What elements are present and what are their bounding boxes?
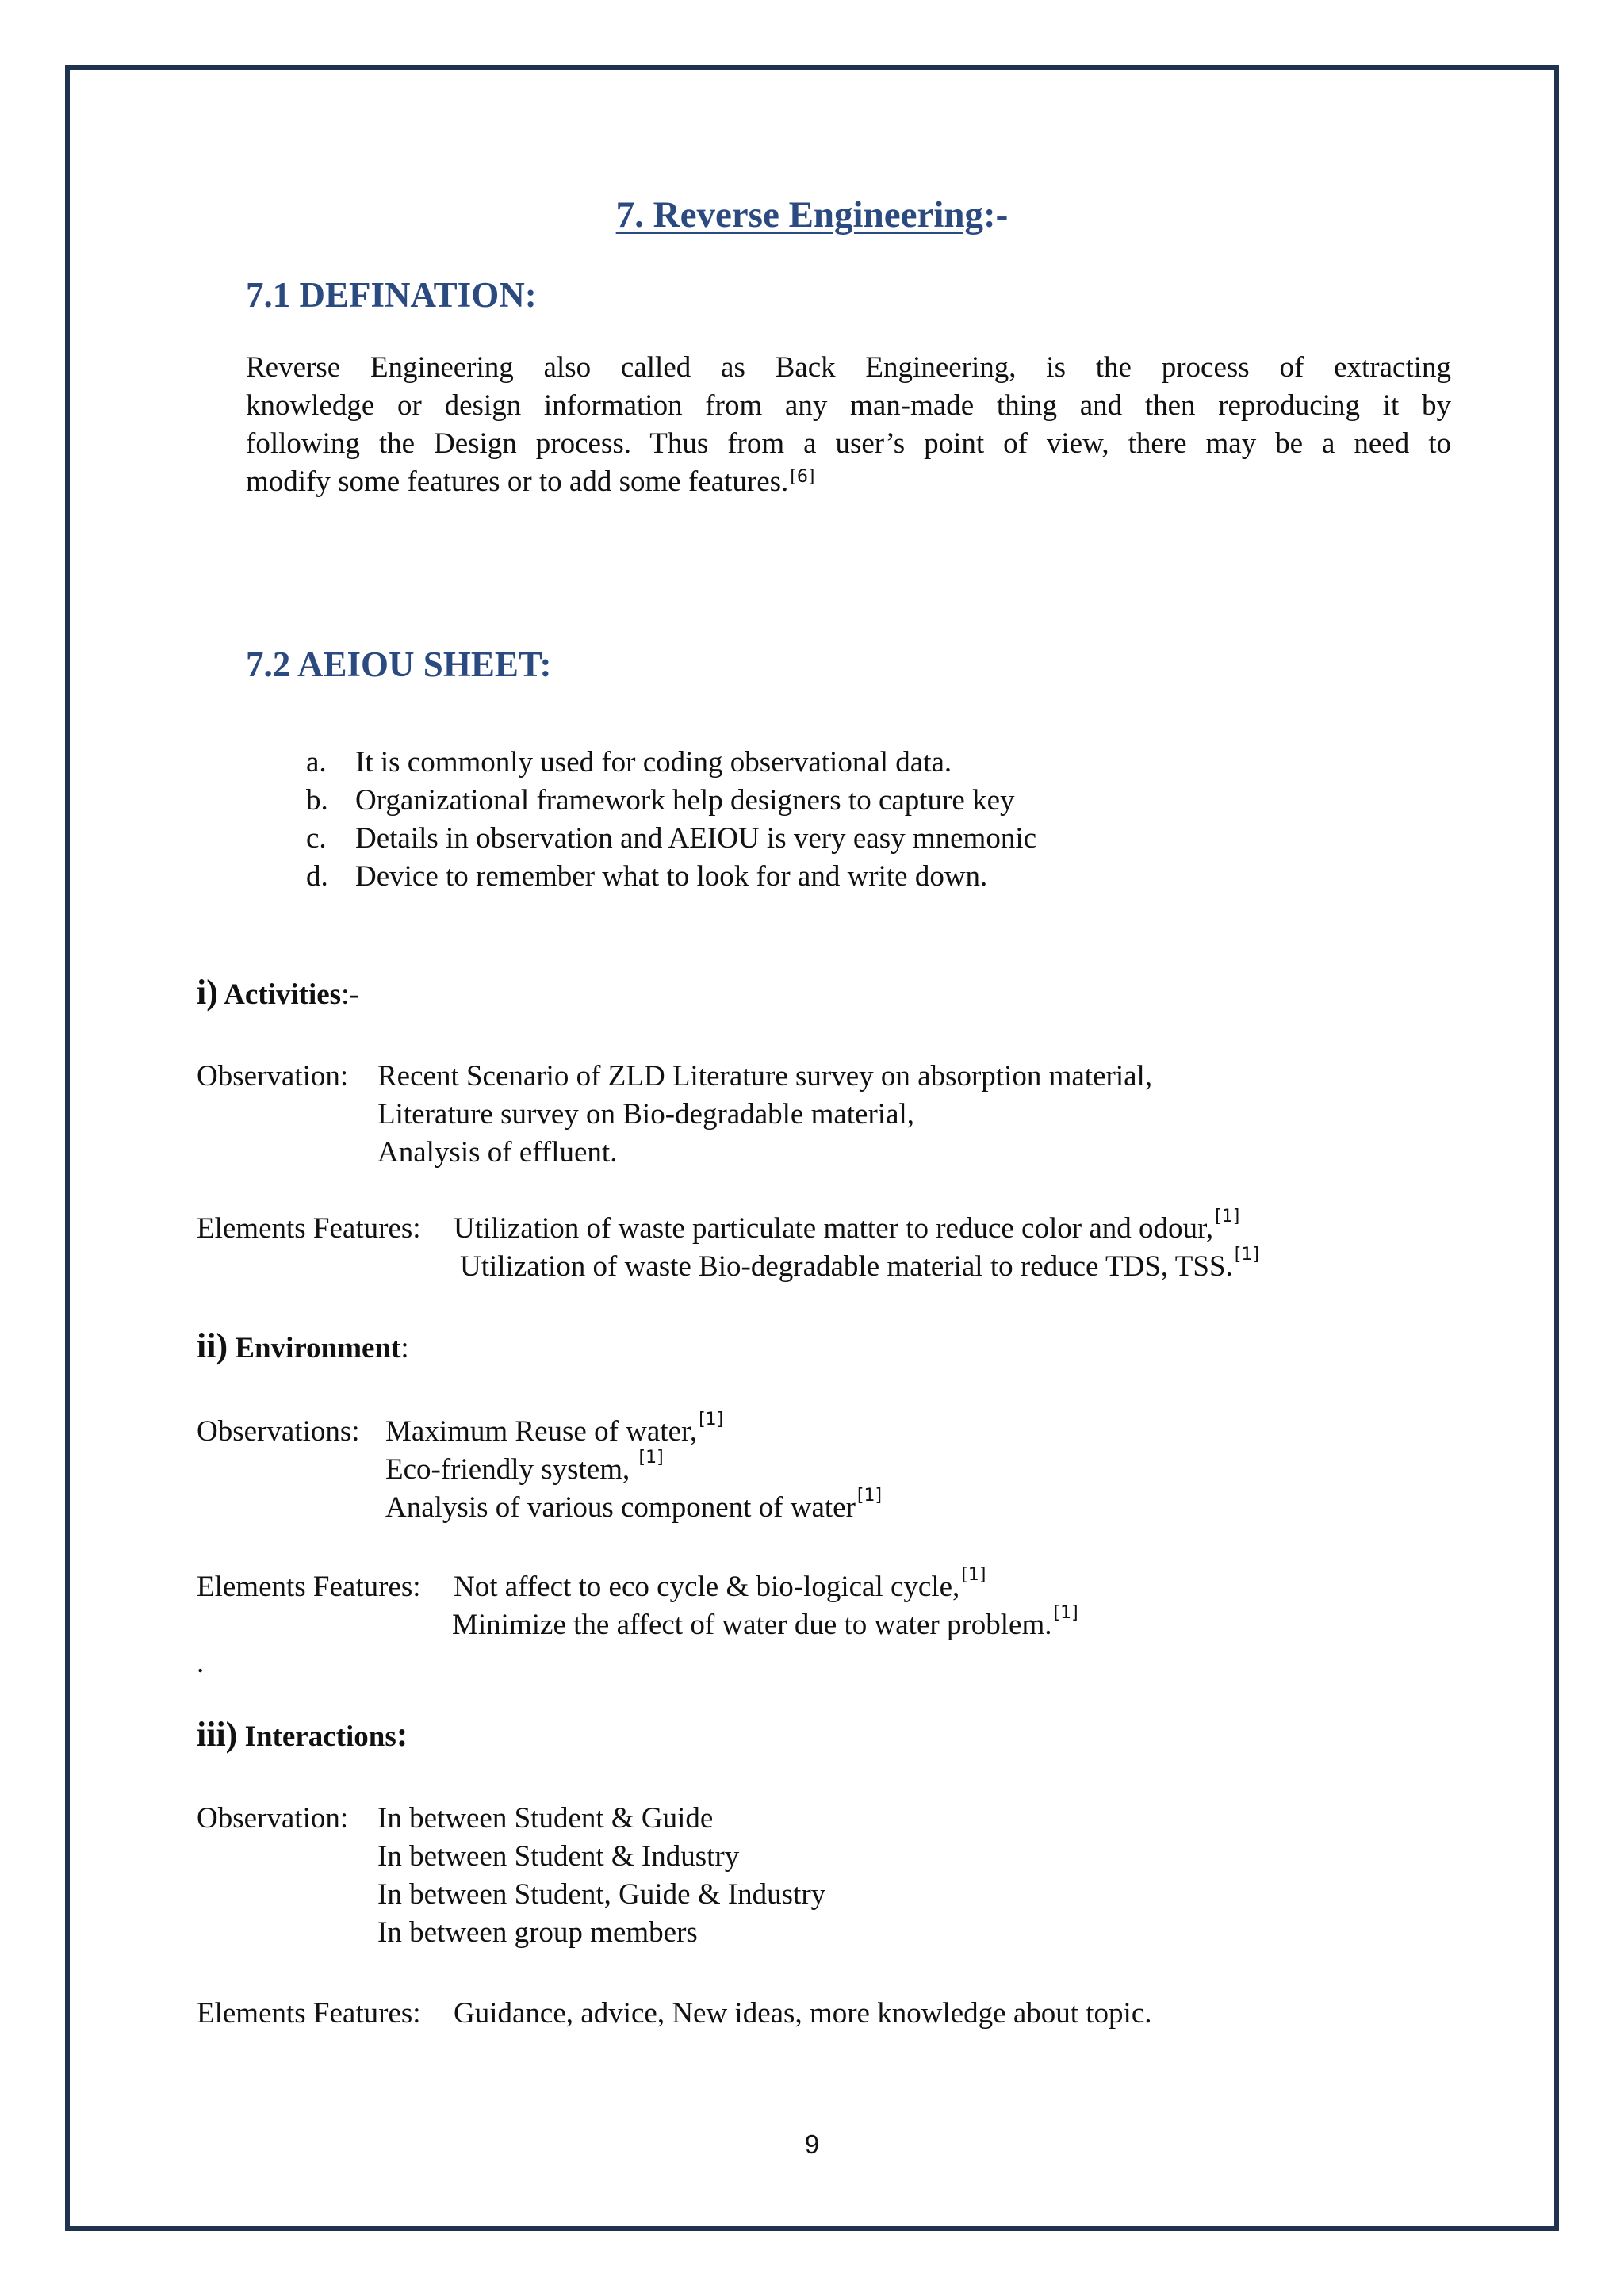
list-marker: b.: [306, 784, 328, 817]
definition-heading: 7.1 DEFINATION:: [246, 275, 537, 315]
definition-line: Reverse Engineering also called as Back Engineering, is the process of extracting: [246, 351, 1451, 384]
observation-text: Maximum Reuse of water,: [385, 1415, 698, 1448]
observation-line: Recent Scenario of ZLD Literature survey on absorption material,: [377, 1060, 1153, 1093]
elements-label: Elements Features:: [197, 1212, 421, 1245]
elements-line: [454, 1207, 1240, 1246]
list-item: [306, 745, 952, 779]
list-text: Device to remember what to look for and write down.: [355, 860, 988, 893]
citation-ref: [1]: [856, 1486, 883, 1506]
observation-text: Analysis of various component of water: [385, 1491, 856, 1524]
citation-ref: [1]: [699, 1410, 724, 1429]
elements-line: [454, 1565, 986, 1604]
title-suffix: :-: [983, 194, 1009, 235]
observation-line: [385, 1410, 724, 1448]
activities-heading: [197, 972, 359, 1012]
list-text: Details in observation and AEIOU is very easy mnemonic: [355, 822, 1037, 855]
observation-text: Eco-friendly system,: [385, 1453, 638, 1486]
section-title: Interactions: [244, 1720, 396, 1753]
aeiou-heading: 7.2 AEIOU SHEET:: [246, 645, 552, 684]
section-title: Activities: [224, 978, 342, 1011]
observation-label: Observations:: [197, 1415, 360, 1448]
observation-line: Literature survey on Bio-degradable material,: [377, 1098, 915, 1131]
roman-numeral: ii): [197, 1326, 228, 1365]
observation-line: In between Student, Guide & Industry: [377, 1878, 826, 1911]
list-marker: c.: [306, 822, 327, 855]
citation-ref: [1]: [1234, 1245, 1259, 1265]
list-text: Organizational framework help designers to capture key: [355, 784, 1015, 817]
elements-line: [452, 1603, 1078, 1642]
title-text: 7. Reverse Engineering: [615, 194, 984, 235]
section-suffix: :: [396, 1715, 408, 1754]
list-item: [306, 783, 1015, 817]
list-item: [306, 859, 987, 894]
page-number: 9: [804, 2130, 820, 2159]
definition-line: modify some features or to add some features.: [246, 465, 789, 498]
list-text: It is commonly used for coding observational data.: [355, 746, 952, 779]
definition-paragraph: [246, 349, 1451, 501]
roman-numeral: iii): [197, 1715, 238, 1754]
list-marker: a.: [306, 746, 327, 779]
elements-text: Minimize the affect of water due to water problem.: [452, 1609, 1052, 1641]
citation-ref: [6]: [790, 467, 815, 487]
interactions-heading: [197, 1714, 408, 1755]
observation-label: Observation:: [197, 1802, 349, 1835]
roman-numeral: i): [197, 973, 218, 1012]
elements-text: Not affect to eco cycle & bio-logical cycle,: [454, 1571, 960, 1603]
observation-line: Analysis of effluent.: [377, 1136, 618, 1169]
observation-line: In between group members: [377, 1916, 698, 1949]
observation-line: In between Student & Industry: [377, 1840, 740, 1873]
definition-line: knowledge or design information from any man-made thing and then reproducing it by: [246, 389, 1451, 422]
observation-line: [385, 1448, 664, 1487]
list-item: [306, 821, 1036, 855]
section-title: Environment: [235, 1332, 401, 1364]
page-title: [0, 193, 1624, 236]
citation-ref: [1]: [961, 1565, 986, 1585]
elements-label: Elements Features:: [197, 1571, 421, 1603]
elements-line: [460, 1245, 1259, 1284]
elements-text: Utilization of waste Bio-degradable material to reduce TDS, TSS.: [460, 1250, 1233, 1283]
definition-line: following the Design process. Thus from a user’s point of view, there may be a need to: [246, 427, 1451, 460]
elements-label: Elements Features:: [197, 1997, 421, 2030]
citation-ref: [1]: [1053, 1603, 1078, 1623]
citation-ref: [1]: [638, 1448, 664, 1468]
environment-heading: [197, 1326, 409, 1366]
elements-line: Guidance, advice, New ideas, more knowledge about topic.: [454, 1997, 1152, 2030]
stray-period: .: [197, 1647, 205, 1679]
list-marker: d.: [306, 860, 328, 893]
observation-line: In between Student & Guide: [377, 1802, 714, 1835]
observation-label: Observation:: [197, 1060, 349, 1093]
elements-text: Utilization of waste particulate matter to reduce color and odour,: [454, 1212, 1214, 1245]
section-suffix: :-: [341, 978, 359, 1011]
citation-ref: [1]: [1215, 1207, 1240, 1226]
section-suffix: :: [400, 1332, 409, 1364]
observation-line: [385, 1486, 883, 1525]
